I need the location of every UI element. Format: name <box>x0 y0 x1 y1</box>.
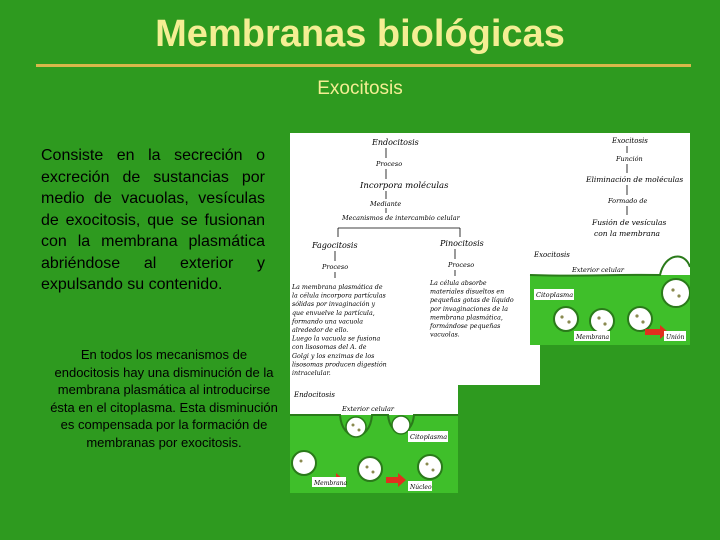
endo-vesicle <box>292 451 316 475</box>
node-proceso-pino: Proceso <box>448 261 475 269</box>
description-line: Golgi y los enzimas de los <box>292 352 375 360</box>
description-line: la célula incorpora partículas <box>292 292 386 300</box>
endocytosis-illustration <box>290 385 458 493</box>
node-fusion-2: con la membrana <box>594 229 661 238</box>
node-funcion: Función <box>616 155 643 163</box>
description-line: con lisosomas del A. de <box>292 344 367 352</box>
description-line: La membrana plasmática de <box>292 284 383 291</box>
endo-vesicle <box>346 417 366 437</box>
node-proceso: Proceso <box>376 160 403 168</box>
exo-membrana-label: Membrana <box>576 334 610 341</box>
node-fusion-1: Fusión de vesículas <box>592 218 667 227</box>
endo-citoplasma-label: Citoplasma <box>410 433 448 441</box>
exo-vesicle <box>590 309 614 333</box>
node-proceso-fago: Proceso <box>322 263 349 271</box>
exo-citoplasma-label: Citoplasma <box>536 291 574 299</box>
exo-label: Exocitosis <box>534 251 570 259</box>
description-line: por invaginaciones de la <box>430 305 508 313</box>
endo-vesicle <box>358 457 382 481</box>
description-line: membrana plasmática, <box>430 314 503 322</box>
endo-label: Endocitosis <box>294 391 335 399</box>
description-line: vacuolas. <box>430 331 460 339</box>
node-mediante: Mediante <box>370 200 402 208</box>
node-pinocitosis: Pinocitosis <box>440 239 484 248</box>
description-line: lisosomas producen digestión <box>292 361 387 369</box>
description-line: Luego la vacuola se fusiona <box>292 335 381 343</box>
node-eliminacion: Eliminación de moléculas <box>586 175 684 184</box>
endocytosis-note: En todos los mecanismos de endocitosis hay una disminución de la membrana plasmática al introducirse ésta en el citoplasma. Esta disminución es compensada por la formación de membranas por exocitosis. <box>50 347 278 450</box>
endo-membrana-label: Membrana <box>314 480 348 487</box>
description-line: La célula absorbe <box>430 280 487 287</box>
node-exocitosis: Exocitosis <box>612 137 648 145</box>
endo-vesicle <box>392 416 410 434</box>
page-title: Membranas biológicas <box>155 13 565 55</box>
description-line: alrededor de ello. <box>292 327 349 334</box>
node-formado: Formado de <box>608 197 648 205</box>
exo-vesicle <box>554 307 578 331</box>
description-line: sólidas por invaginación y <box>292 301 376 309</box>
description-line: formándose pequeñas <box>430 323 501 330</box>
node-mecanismos: Mecanismos de intercambio celular <box>342 214 460 222</box>
membrane-diagram <box>290 133 690 493</box>
node-fagocitosis: Fagocitosis <box>312 241 358 250</box>
description-line: formando una vacuola <box>292 318 364 326</box>
page-subtitle: Exocitosis <box>317 78 403 99</box>
definition-paragraph: Consiste en la secreción o excreción de sustancias por medio de vacuolas, vesículas de exocitosis, que se fusionan con la membrana plasmática abriéndose al exterior y expulsando su contenido. <box>41 147 265 293</box>
node-incorpora: Incorpora moléculas <box>360 181 449 191</box>
exo-exterior-label: Exterior celular <box>572 266 624 274</box>
endo-vesicle <box>418 455 442 479</box>
exocytosis-illustration <box>530 245 690 345</box>
node-endocitosis: Endocitosis <box>372 138 419 147</box>
endo-nucleo-label: Núcleo <box>410 484 432 491</box>
diagram-svg <box>290 133 690 493</box>
description-line: pequeñas gotas de líquido <box>430 297 514 305</box>
endo-exterior-label: Exterior celular <box>342 405 394 413</box>
exo-union-label: Unión <box>666 334 685 341</box>
description-line: que envuelve la partícula, <box>292 309 375 317</box>
description-line: materiales disueltos en <box>430 288 505 296</box>
title-divider <box>36 64 691 67</box>
exo-vesicle <box>628 307 652 331</box>
exo-vesicle <box>662 279 690 307</box>
description-line: intracelular. <box>292 370 331 377</box>
